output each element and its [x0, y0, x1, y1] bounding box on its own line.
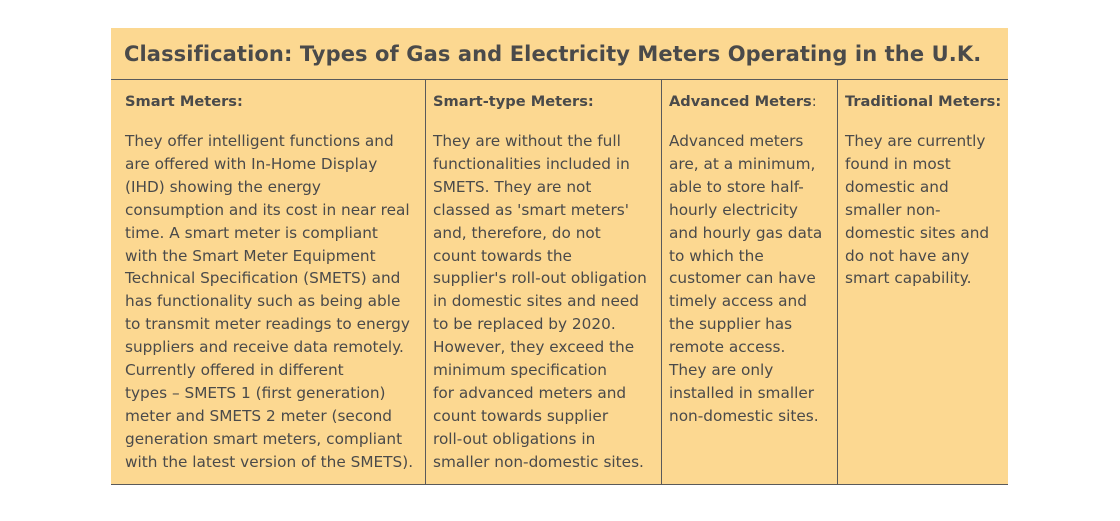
body-line: classed as 'smart meters' [433, 200, 629, 219]
body-line: customer can have [669, 269, 816, 288]
body-line: and hourly gas data [669, 223, 823, 242]
body-line: smaller non- [845, 200, 941, 219]
body-line: to transmit meter readings to energy [125, 315, 410, 334]
body-line: to be replaced by 2020. [433, 315, 616, 334]
body-line: hourly electricity [669, 200, 798, 219]
body-line: roll-out obligations in [433, 429, 596, 448]
page-title: Classification: Types of Gas and Electricity Meters Operating in the U.K. [124, 42, 982, 66]
column-smart-meters [111, 80, 425, 484]
body-line: (IHD) showing the energy [125, 177, 321, 196]
body-line: timely access and [669, 292, 807, 311]
body-line: smart capability. [845, 269, 972, 288]
body-line: the supplier has [669, 315, 793, 334]
body-line: are, at a minimum, [669, 154, 816, 173]
body-line: types – SMETS 1 (first generation) [125, 383, 386, 402]
body-line: generation smart meters, compliant [125, 429, 403, 448]
body-line: are offered with In-Home Display [125, 154, 378, 173]
body-line: do not have any [845, 246, 970, 265]
body-line: Currently offered in different [125, 361, 344, 380]
body-line: remote access. [669, 338, 786, 357]
column-body [669, 130, 822, 428]
body-line: domestic and [845, 177, 949, 196]
column-traditional-meters [837, 80, 1008, 484]
column-advanced-meters [661, 80, 837, 484]
body-line: They are currently [845, 132, 986, 150]
column-heading: Smart Meters: [125, 93, 243, 110]
body-line: in domestic sites and need [433, 292, 640, 311]
column-heading: Advanced Meters: [669, 93, 817, 110]
body-line: functionalities included in [433, 154, 630, 173]
column-body [845, 130, 989, 290]
body-line: with the Smart Meter Equipment [125, 246, 376, 265]
body-line: for advanced meters and [433, 383, 627, 402]
body-line: installed in smaller [669, 383, 815, 402]
body-line: minimum specification [433, 361, 607, 380]
column-smart-type-meters [425, 80, 661, 484]
body-line: They are only [669, 361, 774, 380]
body-line: and, therefore, do not [433, 223, 601, 242]
body-line: to which the [669, 246, 764, 265]
body-line: SMETS. They are not [433, 177, 592, 196]
column-heading: Smart-type Meters: [433, 93, 594, 110]
body-line: meter and SMETS 2 meter (second [125, 406, 392, 425]
body-line: time. A smart meter is compliant [125, 223, 378, 242]
body-line: They offer intelligent functions and [125, 132, 394, 150]
column-body [433, 130, 647, 474]
body-line: with the latest version of the SMETS). [125, 452, 414, 471]
body-line: found in most [845, 154, 951, 173]
body-line: able to store half- [669, 177, 804, 196]
body-line: has functionality such as being able [125, 292, 401, 311]
body-line: count towards the [433, 246, 572, 265]
body-line: supplier's roll-out obligation [433, 269, 647, 288]
body-line: Advanced meters [669, 132, 804, 150]
body-line: count towards supplier [433, 406, 609, 425]
body-line: domestic sites and [845, 223, 990, 242]
body-line: However, they exceed the [433, 338, 635, 357]
body-line: suppliers and receive data remotely. [125, 338, 404, 357]
body-line: smaller non-domestic sites. [433, 452, 644, 471]
body-line: consumption and its cost in near real [125, 200, 410, 219]
body-line: Technical Specification (SMETS) and [125, 269, 401, 288]
column-heading: Traditional Meters: [845, 93, 1002, 110]
column-body [125, 130, 413, 474]
meter-classification-panel [111, 28, 1008, 485]
body-line: non-domestic sites. [669, 406, 819, 425]
body-line: They are without the full [433, 132, 621, 150]
